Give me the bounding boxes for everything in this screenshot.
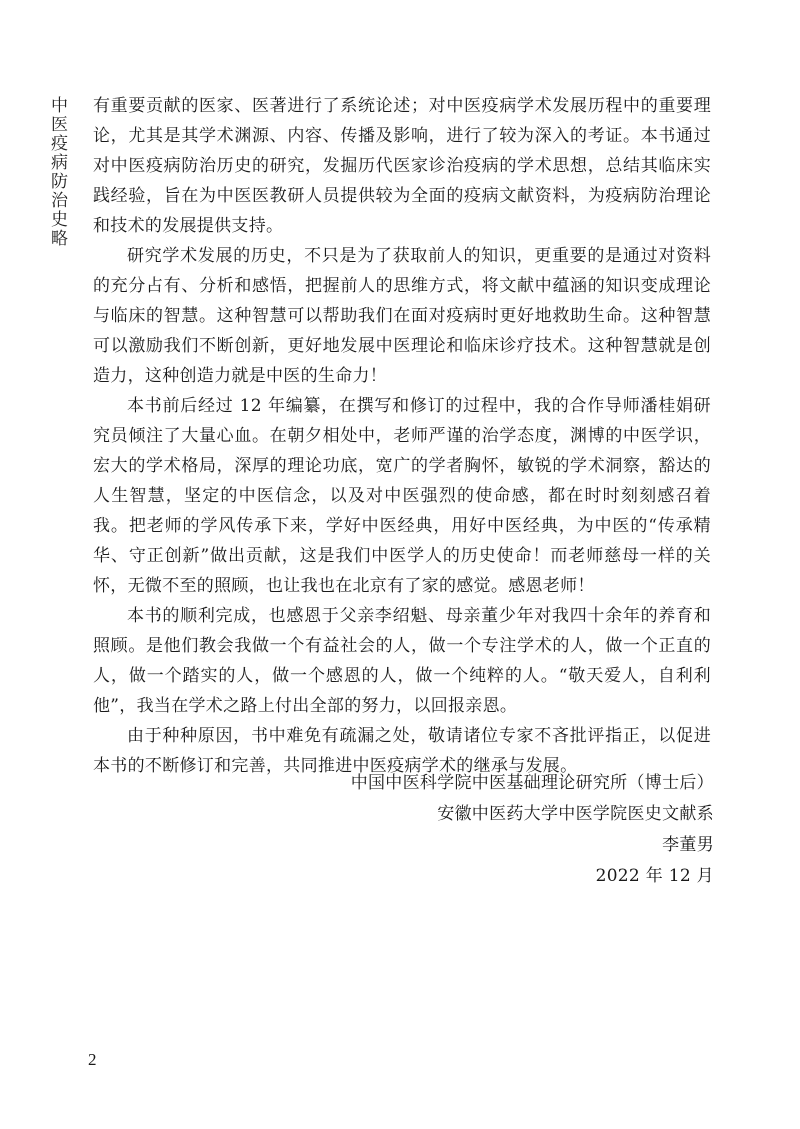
running-head: 中医疫病防治史略: [47, 96, 67, 248]
paragraph-1: 有重要贡献的医家、医著进行了系统论述；对中医疫病学术发展历程中的重要理论，尤其是其学术渊源、内容、传播及影响，进行了较为深入的考证。本书通过对中医疫病防治历史的研究，发掘历代医家诊治疫病的学术思想，总结其临床实践经验，旨在为中医医教研人员提供较为全面的疫病文献资料，为疫病防治理论和技术的发展提供支持。: [93, 96, 711, 236]
page-number: 2: [88, 1050, 97, 1069]
signature-institution-1: 中国中医科学院中医基础理论研究所（博士后）: [350, 773, 714, 793]
paragraph-5: 由于种种原因，书中难免有疏漏之处，敬请诸位专家不吝批评指正，以促进本书的不断修订和完善，共同推进中医疫病学术的继承与发展。: [93, 726, 711, 776]
body-text: [93, 91, 711, 781]
paragraph-3: 本书前后经过 12 年编纂，在撰写和修订的过程中，我的合作导师潘桂娟研究员倾注了大量心血。在朝夕相处中，老师严谨的治学态度，渊博的中医学识，宏大的学术格局，深厚的理论功底，宽广的学者胸怀，敏锐的学术洞察，豁达的人生智慧，坚定的中医信念，以及对中医强烈的使命感，都在时时刻刻感召着我。把老师的学风传承下来，学好中医经典，用好中医经典，为中医的“传承精华、守正创新”做出贡献，这是我们中医学人的历史使命！而老师慈母一样的关怀，无微不至的照顾，也让我也在北京有了家的感觉。感恩老师！: [93, 396, 711, 596]
paragraph-2: 研究学术发展的历史，不只是为了获取前人的知识，更重要的是通过对资料的充分占有、分析和感悟，把握前人的思维方式，将文献中蕴涵的知识变成理论与临床的智慧。这种智慧可以帮助我们在面对疫病时更好地救助生命。这种智慧可以激励我们不断创新，更好地发展中医理论和临床诊疗技术。这种智慧就是创造力，这种创造力就是中医的生命力！: [93, 246, 711, 386]
signature-date: 2022 年 12 月: [595, 866, 714, 886]
signature-institution-2: 安徽中医药大学中医学院医史文献系: [437, 804, 714, 824]
paragraph-4: 本书的顺利完成，也感恩于父亲李绍魁、母亲董少年对我四十余年的养育和照顾。是他们教会我做一个有益社会的人，做一个专注学术的人，做一个正直的人，做一个踏实的人，做一个感恩的人，做一个纯粹的人。“敬天爱人，自利利他”，我当在学术之路上付出全部的努力，以回报亲恩。: [93, 606, 711, 716]
signature-block: [93, 768, 714, 892]
signature-author: 李董男: [662, 835, 714, 855]
